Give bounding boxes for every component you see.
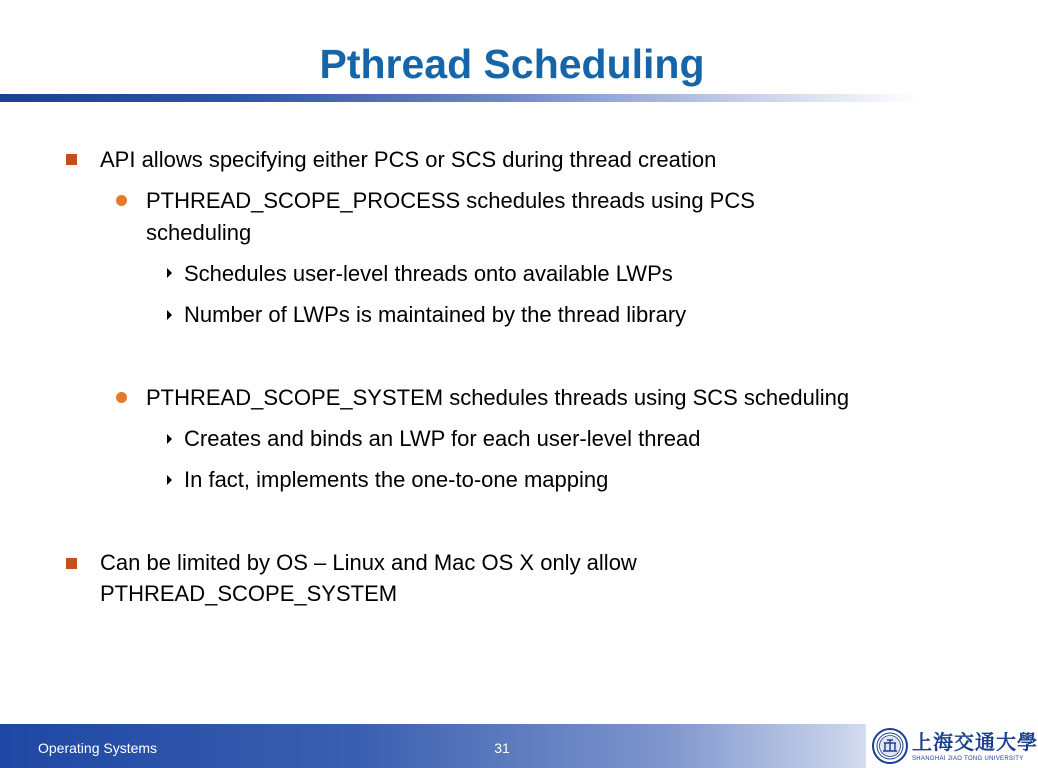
university-emblem-icon — [872, 728, 908, 764]
slide-title: Pthread Scheduling — [319, 41, 705, 87]
sub-bullet-text-continued: scheduling — [146, 220, 252, 245]
sub-bullet-text: PTHREAD_SCOPE_SYSTEM schedules threads using SCS scheduling — [146, 385, 850, 410]
triangle-bullet-icon — [167, 475, 172, 485]
triangle-bullet-icon — [167, 434, 172, 444]
triangle-bullet-icon — [167, 310, 172, 320]
sub-sub-bullet-text: Schedules user-level threads onto available LWPs — [184, 261, 673, 286]
footer-course-name: Operating Systems — [38, 740, 158, 756]
logo-chinese-name: 上海交通大學 — [912, 730, 1038, 754]
bullet-text: Can be limited by OS – Linux and Mac OS X only allow — [100, 550, 637, 575]
sub-sub-bullet-text: In fact, implements the one-to-one mapping — [184, 467, 609, 492]
logo-english-name: SHANGHAI JIAO TONG UNIVERSITY — [912, 756, 1024, 762]
square-bullet-icon — [66, 154, 77, 165]
bullet-text: API allows specifying either PCS or SCS during thread creation — [100, 147, 717, 172]
university-logo — [866, 724, 1038, 768]
bullet-text-continued: PTHREAD_SCOPE_SYSTEM — [100, 581, 398, 606]
sub-sub-bullet-text: Number of LWPs is maintained by the thread library — [184, 302, 687, 327]
square-bullet-icon — [66, 558, 77, 569]
triangle-bullet-icon — [167, 268, 172, 278]
round-bullet-icon — [116, 392, 127, 403]
page-number: 31 — [494, 740, 510, 756]
sub-bullet-text: PTHREAD_SCOPE_PROCESS schedules threads using PCS — [146, 188, 755, 213]
round-bullet-icon — [116, 195, 127, 206]
sub-sub-bullet-text: Creates and binds an LWP for each user-level thread — [184, 426, 701, 451]
title-underline-bar — [0, 94, 920, 102]
